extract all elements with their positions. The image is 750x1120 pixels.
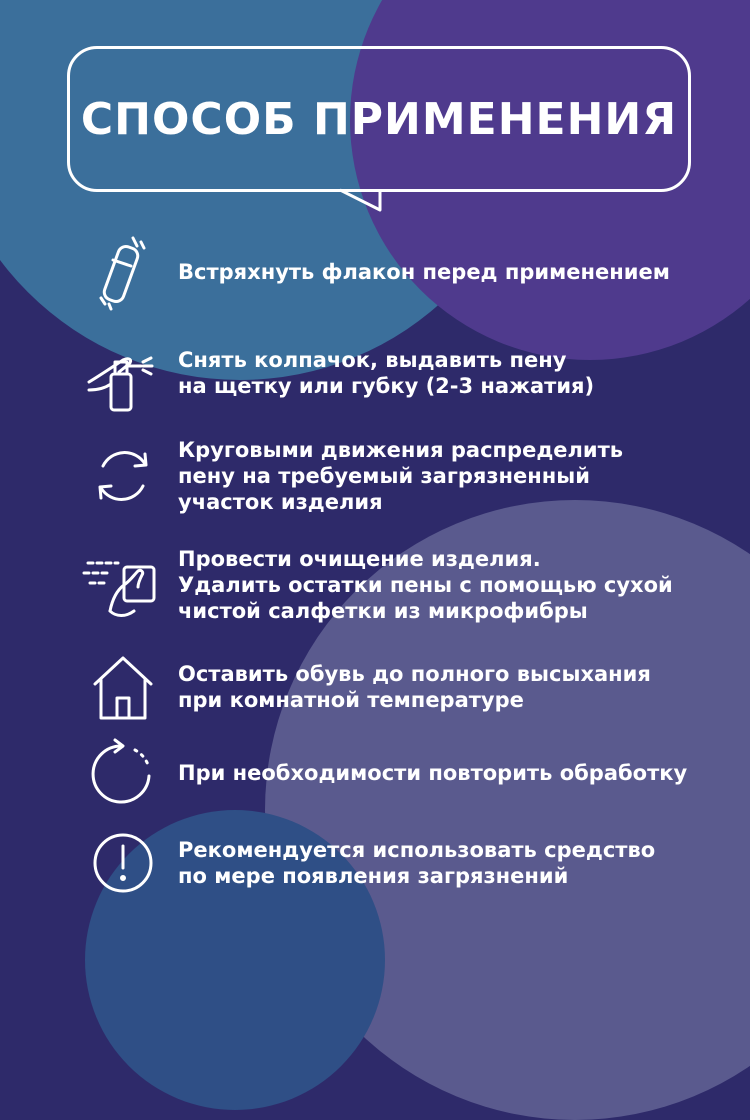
step-text: Встряхнуть флакон перед применением bbox=[178, 260, 670, 284]
step-text: При необходимости повторить обработку bbox=[178, 761, 688, 785]
shake-bottle-icon bbox=[75, 232, 170, 312]
step-dry bbox=[75, 652, 715, 722]
step-spread bbox=[75, 436, 715, 516]
step-text: Рекомендуется использовать средство по мере появления загрязнений bbox=[178, 838, 656, 888]
step-text: Оставить обувь до полного высыхания при комнатной температуре bbox=[178, 662, 651, 712]
step-shake bbox=[75, 232, 715, 312]
wiping-hand-icon bbox=[75, 545, 170, 625]
speech-bubble-tail bbox=[340, 188, 390, 214]
exclamation-circle-icon bbox=[75, 828, 170, 898]
title-speech-bubble bbox=[67, 46, 691, 192]
step-repeat bbox=[75, 738, 715, 808]
step-text: Круговыми движения распределить пену на требуемый загрязненный участок изделия bbox=[178, 438, 624, 514]
step-recommend bbox=[75, 828, 715, 898]
page-title: СПОСОБ ПРИМЕНЕНИЯ bbox=[80, 93, 678, 145]
repeat-arrow-icon bbox=[75, 738, 170, 808]
step-spray bbox=[75, 332, 715, 414]
circular-arrows-icon bbox=[75, 436, 170, 516]
house-icon bbox=[75, 652, 170, 722]
step-clean bbox=[75, 545, 715, 625]
spray-hand-icon bbox=[75, 332, 170, 414]
step-text: Провести очищение изделия. Удалить остатки пены с помощью сухой чистой салфетки из микрофибры bbox=[178, 547, 673, 623]
step-text: Снять колпачок, выдавить пену на щетку или губку (2-3 нажатия) bbox=[178, 348, 595, 398]
